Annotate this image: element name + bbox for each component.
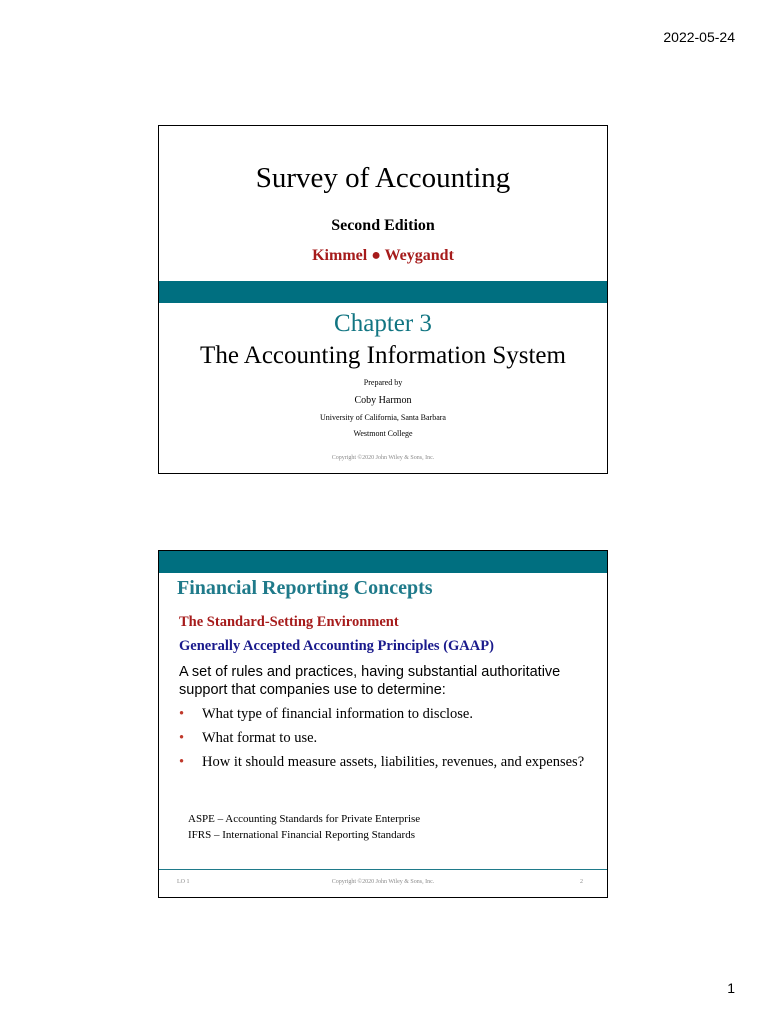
slide-heading: Financial Reporting Concepts bbox=[177, 577, 433, 599]
print-date: 2022-05-24 bbox=[663, 29, 735, 45]
subheading-standard-setting: The Standard-Setting Environment bbox=[179, 614, 399, 630]
preparer-university: University of California, Santa Barbara bbox=[320, 413, 446, 422]
teal-band bbox=[159, 281, 607, 303]
bullet-text: What type of financial information to disclose. bbox=[202, 706, 473, 722]
preparer-name: Coby Harmon bbox=[354, 395, 412, 406]
bullet-list bbox=[179, 705, 589, 777]
chapter-title: The Accounting Information System bbox=[200, 342, 566, 369]
teal-band bbox=[159, 551, 607, 573]
bullet-text: What format to use. bbox=[202, 730, 318, 746]
learning-objective-label: LO 1 bbox=[177, 879, 190, 885]
footer-divider bbox=[159, 869, 607, 870]
bullet-icon: • bbox=[179, 754, 185, 770]
bullet-icon: • bbox=[179, 706, 185, 722]
slide-1-title-slide bbox=[158, 125, 608, 474]
preparer-college: Westmont College bbox=[353, 429, 413, 438]
list-item bbox=[179, 705, 589, 723]
book-title: Survey of Accounting bbox=[255, 162, 511, 194]
book-authors: Kimmel ● Weygandt bbox=[312, 247, 454, 264]
page-number: 1 bbox=[727, 980, 735, 996]
subheading-gaap: Generally Accepted Accounting Principles (GAAP) bbox=[179, 638, 494, 654]
list-item bbox=[179, 729, 589, 747]
edition-label: Second Edition bbox=[331, 217, 435, 234]
slide-number: 2 bbox=[580, 879, 583, 885]
slide-copyright: Copyright ©2020 John Wiley & Sons, Inc. bbox=[331, 879, 435, 885]
aspe-note: ASPE – Accounting Standards for Private Enterprise bbox=[188, 813, 421, 825]
slide-copyright: Copyright ©2020 John Wiley & Sons, Inc. bbox=[331, 455, 435, 461]
chapter-number: Chapter 3 bbox=[334, 310, 432, 337]
prepared-by-label: Prepared by bbox=[363, 378, 403, 387]
list-item bbox=[179, 753, 589, 771]
ifrs-note: IFRS – International Financial Reporting Standards bbox=[188, 829, 415, 841]
bullet-text: How it should measure assets, liabilities, revenues, and expenses? bbox=[202, 754, 585, 770]
bullet-icon: • bbox=[179, 730, 185, 746]
slide-2-financial-reporting bbox=[158, 550, 608, 898]
gaap-description: A set of rules and practices, having substantial authoritative support that companies use to determine: bbox=[179, 664, 561, 698]
